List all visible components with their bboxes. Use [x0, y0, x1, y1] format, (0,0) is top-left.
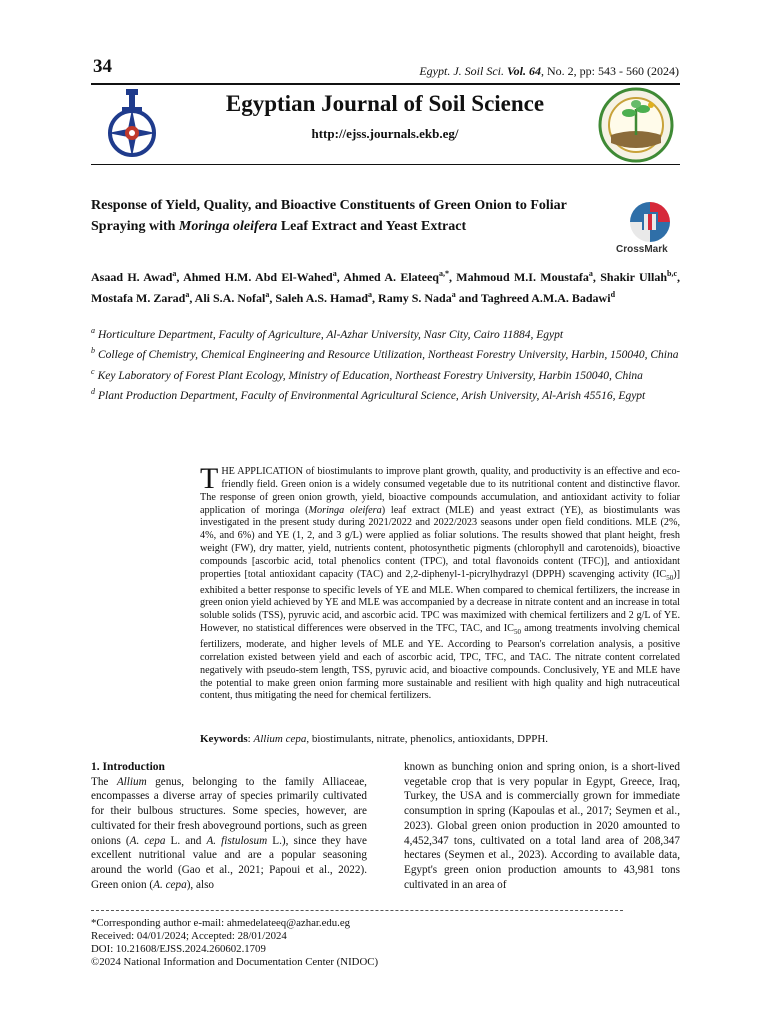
author-name: Taghreed A.M.A. Badawi	[480, 291, 611, 305]
page-number: 34	[93, 56, 112, 77]
journal-citation: Egypt. J. Soil Sci. Vol. 64, No. 2, pp: 543 - 560 (2024)	[419, 64, 679, 78]
section-heading-introduction: 1. Introduction	[91, 761, 165, 773]
crossmark-label: CrossMark	[616, 244, 668, 255]
author-name: Asaad H. Awad	[91, 270, 173, 284]
abstract-dropcap: T	[200, 462, 219, 495]
corresponding-author: *Corresponding author e-mail: ahmedelateeq@azhar.edu.eg	[91, 917, 351, 929]
journal-url[interactable]: http://ejss.journals.ekb.eg/	[311, 126, 459, 141]
doi[interactable]: DOI: 10.21608/EJSS.2024.260602.1709	[91, 943, 266, 955]
intro-paragraph-2: known as bunching onion and spring onion, is a short-lived vegetable crop that is very popular in Egypt, Greece, Iraq, Turkey, the USA and is commercially grown for immediate consumption in spring (Kapoulas et al., 2017; Seymen et al., 2023). Global green onion production in 2020 amounted to 4,452,347 tons, cultivated on a total land area of 208,347 hectares (Seymen et al., 2023). According to available data, Egypt's green onion production amounts to 43,981 tons cultivated in an area of	[404, 761, 680, 891]
intro-paragraph-1: The Allium genus, belonging to the family Alliaceae, encompasses a diverse array of species primarily cultivated for their bulbous structures. Some species, however, are cultivated for their fresh aboveground portions, such as green onions (A. cepa L. and A. fistulosum L.), since they have excellent nutritional value and are a popular seasoning around the world (Gao et al., 2021; Papoui et al., 2022). Green onion (A. cepa), also	[91, 775, 367, 891]
author-affiliation-marker: a	[588, 269, 593, 278]
author-name: Ramy S. Nada	[378, 291, 452, 305]
affiliation-item: $^d$ Plant Production Department, Faculty of Environmental Agricultural Science, Arish University, Al-Arish 45516, Egypt	[91, 386, 646, 402]
copyright: ©2024 National Information and Documentation Center (NIDOC)	[91, 956, 379, 968]
author-name: Mahmoud M.I. Moustafa	[456, 270, 589, 284]
article-title: Response of Yield, Quality, and Bioactive Constituents of Green Onion to Foliar Spraying with Moringa oleifera Leaf Extract and Yeast Extract	[91, 198, 567, 234]
journal-logo-icon	[597, 87, 675, 163]
author-affiliation-marker: a	[185, 290, 190, 299]
author-affiliation-marker: b,c	[667, 269, 678, 278]
affiliation-list	[91, 323, 680, 404]
affiliation-item: $^b$ College of Chemistry, Chemical Engineering and Resource Utilization, Northeast Forestry University, Harbin, 150040, China	[91, 346, 679, 362]
author-affiliation-marker: d	[610, 290, 616, 299]
author-list: Asaad H. Awad$^a$, Ahmed H.M. Abd El-Wahed$^a$, Ahmed A. Elateeq$^{a,*}$, Mahmoud M.I. Moustafa$^a$, Shakir Ullah$^{b,c}$, Mostafa M. Zarad$^a$, Ali S.A. Nofal$^a$, Saleh A.S. Hamad$^a$, Ramy S. Nada$^a$ and Taghreed A.M.A. Badawi$^d$	[91, 269, 681, 305]
author-name: Ahmed H.M. Abd El-Wahed	[183, 270, 333, 284]
abstract: THE APPLICATION of biostimulants to improve plant growth, quality, and productivity is an effective and eco-friendly field. Green onion is a widely consumed vegetable due to its nutritional content and distinctive flavor. The response of green onion growth, yield, bioactive compounds accumulation, and antioxidant activity to foliar application of moringa (Moringa oleifera) leaf extract (MLE) and yeast extract (YE), as biostimulants was investigated in the present study during 2021/2022 and 2022/2023 seasons under open field conditions. MLE (2%, 4%, and 6%) and YE (1, 2, and 3 g/L) were applied as foliar solutions. The results showed that plant height, fresh weight (FW), dry matter, yield, nutrients content, photosynthetic pigments (chlorophyll and carotenoids), bioactive compounds [ascorbic acid, total phenolics content (TPC), and total flavonoids content (TFC)], and antioxidant properties [total antioxidant capacity (TAC) and 2,2-diphenyl-1-picrylhydrazyl (DPPH) scavenging activity $(IC_{50})$] exhibited a better response to specific levels of YE and MLE. When compared to chemical fertilizers, the increase in green onion yield achieved by YE and MLE was accompanied by a decrease in nitrate content and an increase in total soluble solids (TSS), pyruvic acid, and ascorbic acid. TPC was maximized with chemical fertilizers and 2 g/L of YE. However, no statistical differences were observed in the TFC, TAC, and $IC_{50}$ among treatments involving chemical fertilizers, moderate, and higher levels of MLE and YE. According to Pearson's correlation analysis, a positive correlation existed between yield and each of ascorbic acid, TPC, TFC, and TAC. The nitrate content correlated negatively with pseudo-stem length, TSS, pyruvic acid, and bioactive compounds. Conclusively, YE and MLE have the potential to make green onion farming more sustainable and resilient with high quality and high nutraceutical content, thus mitigating the need for chemical fertilizers.	[200, 462, 681, 702]
intro-right-column	[404, 760, 680, 892]
affiliation-item: $^a$ Horticulture Department, Faculty of Agriculture, Al-Azhar University, Nasr City, Cairo 11884, Egypt	[91, 326, 564, 341]
crossmark-icon[interactable]	[628, 200, 672, 244]
author-affiliation-marker: a	[368, 290, 373, 299]
intro-left-column	[91, 760, 367, 892]
author-name: Saleh A.S. Hamad	[275, 291, 369, 305]
keywords: Keywords: Allium cepa, biostimulants, nitrate, phenolics, antioxidants, DPPH.	[200, 733, 549, 745]
author-name: Mostafa M. Zarad	[91, 291, 186, 305]
author-affiliation-marker: a	[451, 290, 456, 299]
author-affiliation-marker: a	[265, 290, 270, 299]
header-rule	[91, 83, 680, 85]
affiliation-item: $^c$ Key Laboratory of Forest Plant Ecology, Ministry of Education, Northeast Forestry University, Harbin 150040, China	[91, 366, 643, 382]
header-bottom-rule	[91, 164, 680, 165]
author-name: Ahmed A. Elateeq	[343, 270, 439, 284]
author-affiliation-marker: a,*	[438, 269, 449, 278]
author-name: Ali S.A. Nofal	[194, 291, 266, 305]
author-affiliation-marker: a	[172, 269, 177, 278]
received-accepted-dates: Received: 04/01/2024; Accepted: 28/01/2024	[91, 930, 287, 942]
journal-title: Egyptian Journal of Soil Science	[225, 91, 545, 116]
author-name: Shakir Ullah	[600, 270, 668, 284]
author-affiliation-marker: a	[332, 269, 337, 278]
footnotes	[91, 917, 378, 969]
footnote-rule	[91, 910, 623, 911]
